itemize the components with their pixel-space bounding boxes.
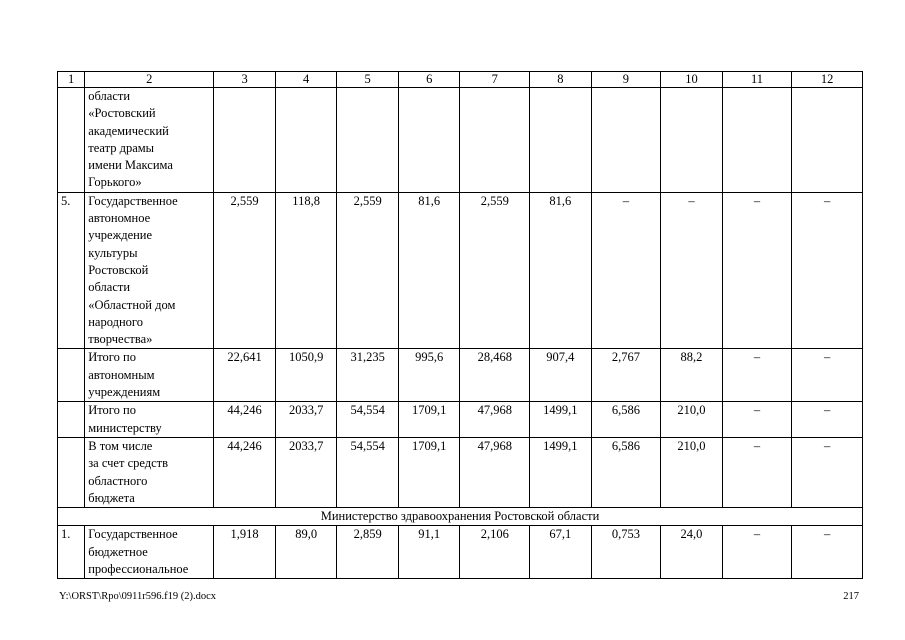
col-header: 1	[58, 72, 85, 88]
table-cell: 89,0	[275, 526, 337, 579]
table-cell: 67,1	[530, 526, 592, 579]
row-index	[58, 349, 85, 402]
table-cell	[337, 88, 399, 193]
col-header: 5	[337, 72, 399, 88]
table-cell: 47,968	[460, 402, 530, 438]
budget-table	[57, 71, 863, 579]
table-cell: –	[792, 526, 863, 579]
table-cell: –	[722, 349, 792, 402]
table-cell: 91,1	[398, 526, 460, 579]
table-cell: –	[722, 526, 792, 579]
table-cell: 210,0	[661, 437, 723, 507]
table-cell: 88,2	[661, 349, 723, 402]
table-cell: 81,6	[398, 192, 460, 349]
table-cell: 44,246	[214, 402, 276, 438]
table-cell: 118,8	[275, 192, 337, 349]
row-name: Итого по министерству	[85, 402, 214, 438]
table-cell: 2,559	[214, 192, 276, 349]
table-cell	[661, 88, 723, 193]
table-row	[58, 88, 863, 193]
row-name: Государственное автономное учреждение культуры Ростовской области «Областной дом народного творчества»	[85, 192, 214, 349]
table-cell: –	[792, 192, 863, 349]
table-cell: 2,767	[591, 349, 661, 402]
table-cell: 907,4	[530, 349, 592, 402]
table-row	[58, 349, 863, 402]
row-name: Государственное бюджетное профессиональное	[85, 526, 214, 579]
table-row	[58, 192, 863, 349]
table-cell: –	[722, 437, 792, 507]
table-cell: 31,235	[337, 349, 399, 402]
table-cell: 2,106	[460, 526, 530, 579]
col-header: 11	[722, 72, 792, 88]
table-cell	[530, 88, 592, 193]
table-cell	[398, 88, 460, 193]
table-cell: 2033,7	[275, 402, 337, 438]
row-name: В том числе за счет средств областного бюджета	[85, 437, 214, 507]
table-cell: 995,6	[398, 349, 460, 402]
table-cell: 6,586	[591, 437, 661, 507]
table-cell: 1499,1	[530, 437, 592, 507]
table-cell	[722, 88, 792, 193]
col-header: 8	[530, 72, 592, 88]
table-cell: 2033,7	[275, 437, 337, 507]
row-index	[58, 437, 85, 507]
table-cell: 0,753	[591, 526, 661, 579]
table-cell	[275, 88, 337, 193]
table-cell	[460, 88, 530, 193]
section-title: Министерство здравоохранения Ростовской области	[58, 508, 863, 526]
row-index	[58, 88, 85, 193]
page-number: 217	[843, 591, 859, 602]
col-header: 2	[85, 72, 214, 88]
table-cell	[214, 88, 276, 193]
table-cell: 210,0	[661, 402, 723, 438]
table-cell: –	[722, 192, 792, 349]
row-index: 5.	[58, 192, 85, 349]
section-row	[58, 508, 863, 526]
row-index: 1.	[58, 526, 85, 579]
table-cell: 44,246	[214, 437, 276, 507]
table-cell	[792, 88, 863, 193]
col-header: 12	[792, 72, 863, 88]
table-cell: –	[591, 192, 661, 349]
table-cell: 47,968	[460, 437, 530, 507]
table-cell: 2,559	[337, 192, 399, 349]
table-cell: 28,468	[460, 349, 530, 402]
table-cell: 6,586	[591, 402, 661, 438]
col-header: 6	[398, 72, 460, 88]
row-index	[58, 402, 85, 438]
col-header: 4	[275, 72, 337, 88]
col-header: 9	[591, 72, 661, 88]
table-cell: 54,554	[337, 402, 399, 438]
col-header: 7	[460, 72, 530, 88]
table-cell: –	[722, 402, 792, 438]
table-cell: 1709,1	[398, 437, 460, 507]
table-cell: 1499,1	[530, 402, 592, 438]
col-header: 10	[661, 72, 723, 88]
table-cell: 1050,9	[275, 349, 337, 402]
table-row	[58, 402, 863, 438]
table-cell: –	[792, 349, 863, 402]
table-cell: 2,859	[337, 526, 399, 579]
row-name: Итого по автономным учреждениям	[85, 349, 214, 402]
table-cell: 22,641	[214, 349, 276, 402]
table-cell	[591, 88, 661, 193]
table-cell: 54,554	[337, 437, 399, 507]
table-cell: 1709,1	[398, 402, 460, 438]
table-cell: –	[792, 402, 863, 438]
header-row	[58, 72, 863, 88]
table-cell: –	[661, 192, 723, 349]
table-cell: 2,559	[460, 192, 530, 349]
footer-file-path: Y:\ORST\Rpo\0911r596.f19 (2).docx	[59, 591, 217, 602]
table-cell: 24,0	[661, 526, 723, 579]
table-cell: 81,6	[530, 192, 592, 349]
row-name: области «Ростовский академический театр драмы имени Максима Горького»	[85, 88, 214, 193]
table-row	[58, 526, 863, 579]
col-header: 3	[214, 72, 276, 88]
table-cell: 1,918	[214, 526, 276, 579]
table-row	[58, 437, 863, 507]
table-cell: –	[792, 437, 863, 507]
